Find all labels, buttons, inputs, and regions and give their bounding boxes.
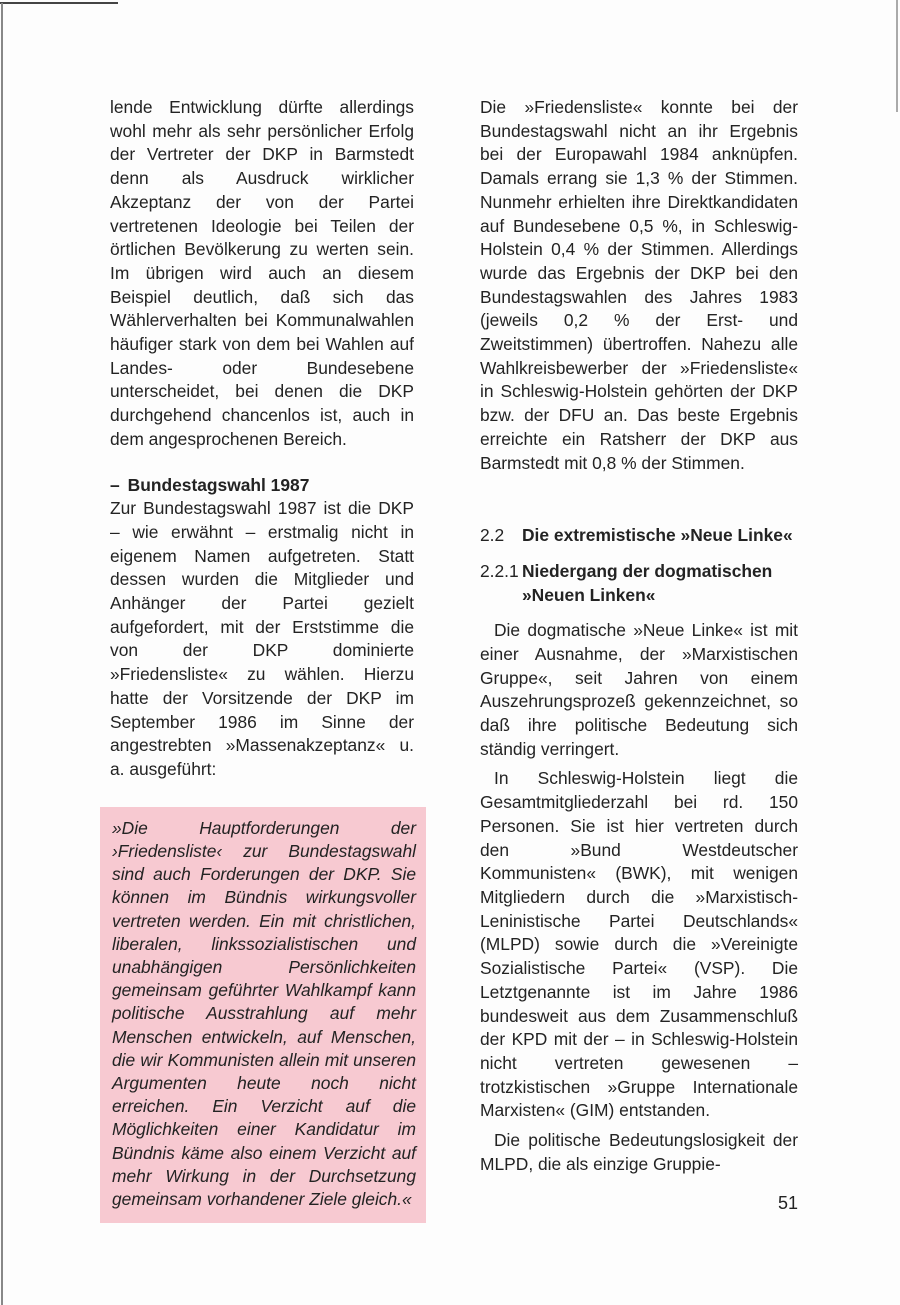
heading-2-2: [480, 523, 798, 547]
heading-2-2-title: Die extremistische »Neue Linke«: [522, 525, 793, 546]
section-heading-bundestagswahl: [110, 474, 414, 498]
scan-right-edge: [896, 0, 898, 112]
heading-2-2-number: 2.2: [480, 525, 505, 546]
right-paragraph-3: In Schleswig-Holstein liegt die Gesamtmitgliederzahl bei rd. 150 Personen. Sie ist hier vertreten durch den »Bund Westdeutscher Kommunisten« (BWK), mit wenigen Mitgliedern durch die »Marxistisch-Leninistische Partei Deutschlands« (MLPD) sowie durch die »Vereinigte Sozialistische Partei« (VSP). Die Letztgenannte ist im Jahre 1986 bundesweit aus dem Zusammenschluß der KPD mit der – in Schleswig-Holstein nicht vertreten gewesenen – trotzkistischen »Gruppe Internationale Marxisten« (GIM) entstanden.: [480, 768, 798, 1121]
section-title: Bundestagswahl 1987: [127, 474, 310, 495]
right-paragraph-4: Die politische Bedeutungslosigkeit der MLPD, die als einzige Gruppie-: [480, 1130, 798, 1174]
scan-top-rule: [0, 2, 118, 4]
right-paragraph-2: Die dogmatische »Neue Linke« ist mit einer Ausnahme, der »Marxistischen Gruppe«, seit Jahren von einem Auszehrungsprozeß gekennzeichnet, so daß ihre politische Bedeutung sich ständig verringert.: [480, 620, 798, 759]
section-dash: –: [110, 474, 120, 495]
intro-paragraph: lende Entwicklung dürfte allerdings wohl mehr als sehr persönlicher Erfolg der Vertreter der DKP in Barmstedt denn als Ausdruck wirklicher Akzeptanz der von der Partei vertretenen Ideologie bei Teilen der örtlichen Bevölkerung zu werten sein. Im übrigen wird auch an diesem Beispiel deutlich, daß sich das Wählerverhalten bei Kommunalwahlen häufiger stark von dem bei Wahlen auf Landes- oder Bundesebene unterscheidet, bei denen die DKP durchgehend chancenlos ist, auch in dem angesprochenen Bereich.: [110, 97, 414, 449]
quote-text: »Die Hauptforderungen der ›Friedensliste‹ zur Bundestagswahl sind auch Forderungen der DKP. Sie können im Bündnis wirkungsvoller vertreten werden. Ein mit christlichen, liberalen, linkssozialistischen und unabhängigen Persönlichkeiten gemeinsam geführter Wahlkampf kann politische Ausstrahlung auf mehr Menschen entwickeln, auf Menschen, die wir Kommunisten allein mit unseren Argumenten heute noch nicht erreichen. Ein Verzicht auf die Möglichkeiten einer Kandidatur im Bündnis käme also einem Verzicht auf mehr Wirkung in der Durchsetzung gemeinsam vorhandener Ziele gleich.«: [112, 817, 416, 1209]
right-paragraph-1: Die »Friedensliste« konnte bei der Bundestagswahl nicht an ihr Ergebnis bei der Europawahl 1984 anknüpfen. Damals errang sie 1,3 % der Stimmen. Nunmehr erhielten ihre Direktkandidaten auf Bundesebene 0,5 %, in Schleswig-Holstein 0,4 % der Stimmen. Allerdings wurde das Ergebnis der DKP bei den Bundestagswahlen des Jahres 1983 (jeweils 0,2 % der Erst- und Zweitstimmen) übertroffen. Nahezu alle Wahlkreisbewerber der »Friedensliste« in Schleswig-Holstein gehörten der DKP bzw. der DFU an. Das beste Ergebnis erreichte ein Ratsherr der DKP aus Barmstedt mit 0,8 % der Stimmen.: [480, 97, 798, 473]
quote-box: [100, 807, 426, 1223]
page-number: 51: [777, 1193, 798, 1213]
heading-2-2-1-title: Niedergang der dogmatischen »Neuen Linken«: [522, 561, 773, 606]
heading-2-2-1-number: 2.2.1: [480, 561, 519, 582]
right-column: [480, 96, 798, 1176]
section-paragraph: Zur Bundestagswahl 1987 ist die DKP – wie erwähnt – erstmalig nicht in eigenem Namen aufgetreten. Statt dessen wurden die Mitglieder und Anhänger der Partei gezielt aufgefordert, mit der Erststimme die von der DKP dominierte »Friedensliste« zu wählen. Hierzu hatte der Vorsitzende der DKP im September 1986 im Sinne der angestrebten »Massenakzeptanz« u. a. ausgeführt:: [110, 498, 414, 779]
left-column: [110, 96, 414, 1223]
heading-2-2-1: [480, 559, 798, 607]
scan-left-edge: [1, 3, 3, 1305]
